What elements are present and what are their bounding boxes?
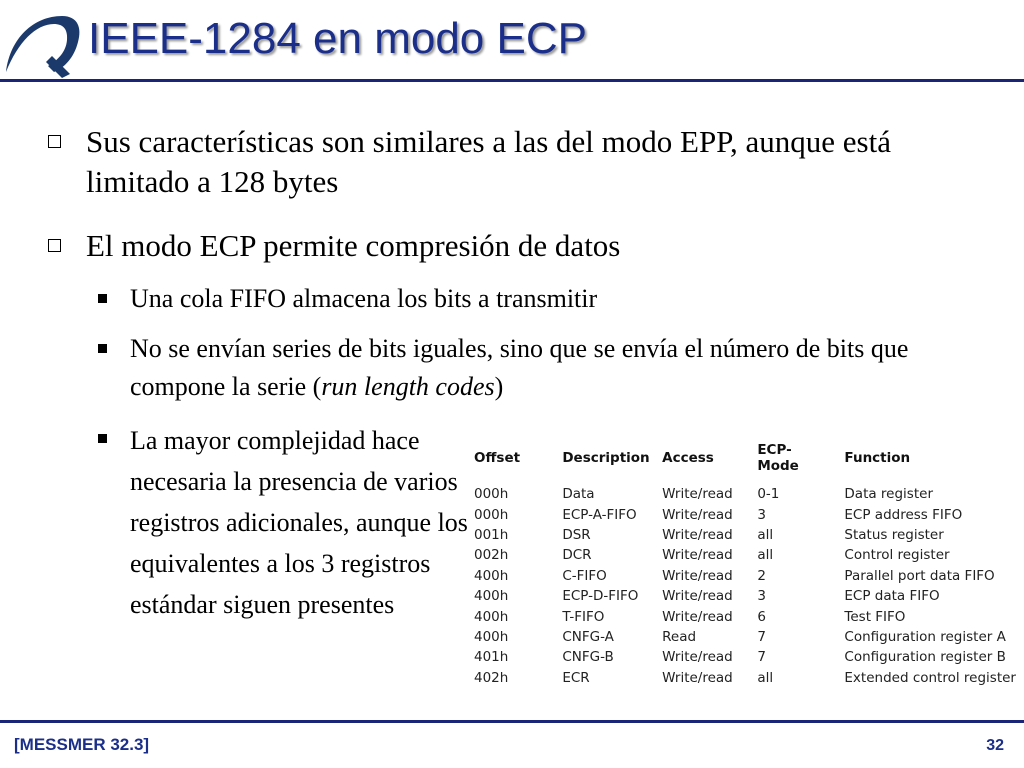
table-row bbox=[470, 627, 1024, 647]
table-cell: 2 bbox=[757, 567, 766, 584]
table-cell: Read bbox=[662, 628, 697, 645]
table-cell: CNFG-A bbox=[562, 628, 614, 645]
table-cell: Configuration register A bbox=[844, 628, 1006, 645]
table-cell: ECR bbox=[562, 669, 590, 686]
table-cell: C-FIFO bbox=[562, 567, 607, 584]
table-cell: 000h bbox=[474, 486, 509, 503]
table-cell: 7 bbox=[757, 649, 766, 666]
table-cell: 402h bbox=[474, 669, 509, 686]
subbullet-3-text: La mayor complejidad hace necesaria la presencia de varios registros adicionales, aunque los equivalentes a los 3 registros estándar siguen presentes bbox=[130, 426, 468, 619]
column-header: Function bbox=[844, 450, 911, 466]
table-cell: 400h bbox=[474, 567, 509, 584]
table-cell: Control register bbox=[844, 547, 950, 564]
table-cell: 3 bbox=[757, 588, 766, 605]
table-row bbox=[470, 606, 1024, 626]
subbullet-3 bbox=[98, 420, 473, 625]
table-cell: Write/read bbox=[662, 649, 733, 666]
table-row bbox=[470, 525, 1024, 545]
source-reference: [MESSMER 32.3] bbox=[14, 735, 150, 754]
table-cell: DCR bbox=[562, 547, 592, 564]
table-cell: Configuration register B bbox=[844, 649, 1006, 666]
subbullet-2-text: No se envían series de bits iguales, sino que se envía el número de bits que compone la serie (run length codes) bbox=[130, 334, 909, 401]
table-cell: DSR bbox=[562, 526, 591, 543]
bullet-2-text: El modo ECP permite compresión de datos bbox=[86, 228, 621, 263]
table-cell: 6 bbox=[757, 608, 766, 625]
table-cell: Parallel port data FIFO bbox=[844, 567, 995, 584]
table-cell: all bbox=[757, 526, 774, 543]
table-cell: T-FIFO bbox=[562, 608, 605, 625]
table-row bbox=[470, 647, 1024, 667]
filled-square-bullet-icon bbox=[98, 294, 107, 303]
subbullet-2-italic: run length codes bbox=[321, 372, 495, 401]
table-cell: 3 bbox=[757, 506, 766, 523]
table-cell: ECP-D-FIFO bbox=[562, 588, 639, 605]
subbullet-1-text: Una cola FIFO almacena los bits a transmitir bbox=[130, 284, 598, 313]
table-cell: 000h bbox=[474, 506, 509, 523]
table-cell: all bbox=[757, 669, 774, 686]
table-cell: 400h bbox=[474, 628, 509, 645]
table-cell: Write/read bbox=[662, 526, 733, 543]
title-divider bbox=[0, 79, 1024, 82]
filled-square-bullet-icon bbox=[98, 434, 107, 443]
table-cell: all bbox=[757, 547, 774, 564]
logo-icon bbox=[4, 8, 84, 80]
table-cell: Write/read bbox=[662, 506, 733, 523]
table-row bbox=[470, 668, 1024, 688]
table-cell: 400h bbox=[474, 588, 509, 605]
table-cell: CNFG-B bbox=[562, 649, 614, 666]
table-row bbox=[470, 545, 1024, 565]
table-row bbox=[470, 484, 1024, 504]
register-table bbox=[470, 440, 1024, 688]
table-cell: Extended control register bbox=[844, 669, 1016, 686]
table-cell: Write/read bbox=[662, 547, 733, 564]
column-header: ECP-Mode bbox=[757, 442, 799, 474]
table-cell: Write/read bbox=[662, 669, 733, 686]
table-cell: ECP-A-FIFO bbox=[562, 506, 637, 523]
column-header: Offset bbox=[474, 450, 521, 466]
bullet-1 bbox=[48, 122, 948, 202]
bullet-1-text: Sus características son similares a las del modo EPP, aunque está limitado a 128 bytes bbox=[86, 124, 891, 199]
table-cell: 7 bbox=[757, 628, 766, 645]
table-cell: 400h bbox=[474, 608, 509, 625]
page-title: IEEE-1284 en modo ECP bbox=[88, 14, 587, 63]
page-number: 32 bbox=[986, 737, 1004, 754]
table-cell: Test FIFO bbox=[844, 608, 906, 625]
table-header-row bbox=[470, 440, 1024, 484]
table-cell: Write/read bbox=[662, 588, 733, 605]
subbullet-1 bbox=[98, 280, 978, 318]
column-header: Description bbox=[562, 450, 650, 466]
table-cell: Write/read bbox=[662, 567, 733, 584]
hollow-square-bullet-icon bbox=[48, 239, 61, 252]
table-cell: Data bbox=[562, 486, 595, 503]
table-cell: Write/read bbox=[662, 486, 733, 503]
hollow-square-bullet-icon bbox=[48, 135, 61, 148]
table-cell: 401h bbox=[474, 649, 509, 666]
table-row bbox=[470, 566, 1024, 586]
subbullet-2 bbox=[98, 330, 928, 406]
table-cell: Status register bbox=[844, 526, 944, 543]
table-cell: 0-1 bbox=[757, 486, 780, 503]
table-cell: 002h bbox=[474, 547, 509, 564]
footer-divider bbox=[0, 720, 1024, 723]
table-row bbox=[470, 586, 1024, 606]
table-cell: Write/read bbox=[662, 608, 733, 625]
table-cell: 001h bbox=[474, 526, 509, 543]
bullet-2 bbox=[48, 226, 948, 266]
column-header: Access bbox=[662, 450, 714, 466]
table-cell: ECP address FIFO bbox=[844, 506, 963, 523]
table-cell: ECP data FIFO bbox=[844, 588, 940, 605]
table-row bbox=[470, 504, 1024, 524]
filled-square-bullet-icon bbox=[98, 344, 107, 353]
table-cell: Data register bbox=[844, 486, 933, 503]
